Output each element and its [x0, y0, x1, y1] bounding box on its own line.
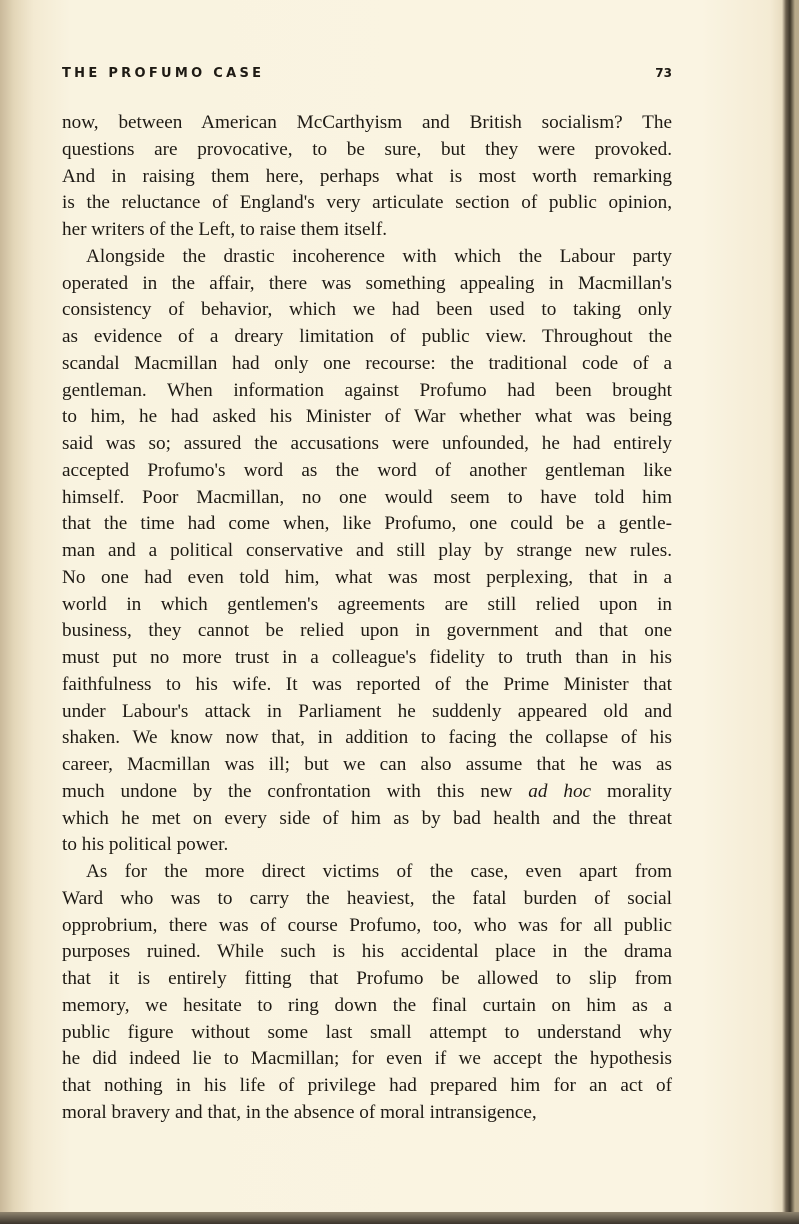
page-bottom-edge: [0, 1212, 799, 1224]
italic-phrase: ad hoc: [528, 780, 592, 802]
text-line: that the time had come when, like Profumo, one could be a gentle-: [62, 513, 672, 535]
text-line: questions are provocative, to be sure, but they were provoked.: [62, 138, 672, 160]
text-line: faithfulness to his wife. It was reported of the Prime Minister that: [62, 673, 672, 695]
text-line: must put no more trust in a colleague's fidelity to truth than in his: [62, 647, 672, 668]
text-line: world in which gentlemen's agreements are still relied upon in: [62, 593, 672, 615]
paragraph: [62, 110, 672, 244]
text-line: No one had even told him, what was most perplexing, that in a: [62, 566, 672, 588]
text-line: As for the more direct victims of the case, even apart from: [86, 861, 672, 882]
text-line: business, they cannot be relied upon in government and that one: [62, 620, 672, 642]
text-line: much undone by the confrontation with this new ad hoc morality: [62, 780, 672, 802]
text-line: Ward who was to carry the heaviest, the fatal burden of social: [62, 887, 672, 909]
text-line: her writers of the Left, to raise them itself.: [62, 219, 388, 240]
running-head: THE PROFUMO CASE: [62, 66, 265, 81]
text-line: said was so; assured the accusations were unfounded, he had entirely: [62, 433, 672, 454]
text-line: moral bravery and that, in the absence of moral intransigence,: [62, 1101, 537, 1123]
text-line: now, between American McCarthyism and British socialism? The: [62, 112, 672, 133]
text-line: operated in the affair, there was something appealing in Macmillan's: [62, 272, 672, 294]
text-line: that nothing in his life of privilege had prepared him for an act of: [62, 1075, 672, 1096]
text-line: public figure without some last small attempt to understand why: [62, 1021, 672, 1043]
text-line: career, Macmillan was ill; but we can also assume that he was as: [62, 754, 672, 775]
text-line: opprobrium, there was of course Profumo, too, who was for all public: [62, 914, 672, 936]
text-line: which he met on every side of him as by bad health and the threat: [62, 807, 672, 829]
text-line: purposes ruined. While such is his accidental place in the drama: [62, 941, 672, 963]
text-line: under Labour's attack in Parliament he suddenly appeared old and: [62, 700, 672, 722]
text-line: that it is entirely fitting that Profumo be allowed to slip from: [62, 968, 672, 989]
body-text: [62, 110, 672, 1127]
text-line: consistency of behavior, which we had been used to taking only: [62, 299, 672, 321]
page-number: 73: [655, 66, 672, 80]
text-line: scandal Macmillan had only one recourse: the traditional code of a: [62, 352, 672, 374]
text-line: himself. Poor Macmillan, no one would seem to have told him: [62, 486, 672, 508]
text-line: as evidence of a dreary limitation of public view. Throughout the: [62, 326, 672, 347]
page-header: [62, 66, 672, 90]
text-line: accepted Profumo's word as the word of another gentleman like: [62, 459, 672, 481]
text-line: is the reluctance of England's very articulate section of public opinion,: [62, 192, 672, 214]
paragraph: [62, 859, 672, 1127]
text-line: to his political power.: [62, 834, 229, 856]
text-line: shaken. We know now that, in addition to facing the collapse of his: [62, 727, 672, 749]
text-line: Alongside the drastic incoherence with which the Labour party: [86, 245, 672, 267]
text-line: memory, we hesitate to ring down the final curtain on him as a: [62, 994, 672, 1016]
text-line: gentleman. When information against Profumo had been brought: [62, 379, 672, 401]
paragraph: [62, 244, 672, 859]
text-line: he did indeed lie to Macmillan; for even if we accept the hypothesis: [62, 1048, 672, 1070]
text-line: And in raising them here, perhaps what is most worth remarking: [62, 165, 672, 187]
text-line: to him, he had asked his Minister of War whether what was being: [62, 406, 672, 428]
text-line: man and a political conservative and still play by strange new rules.: [62, 540, 672, 561]
